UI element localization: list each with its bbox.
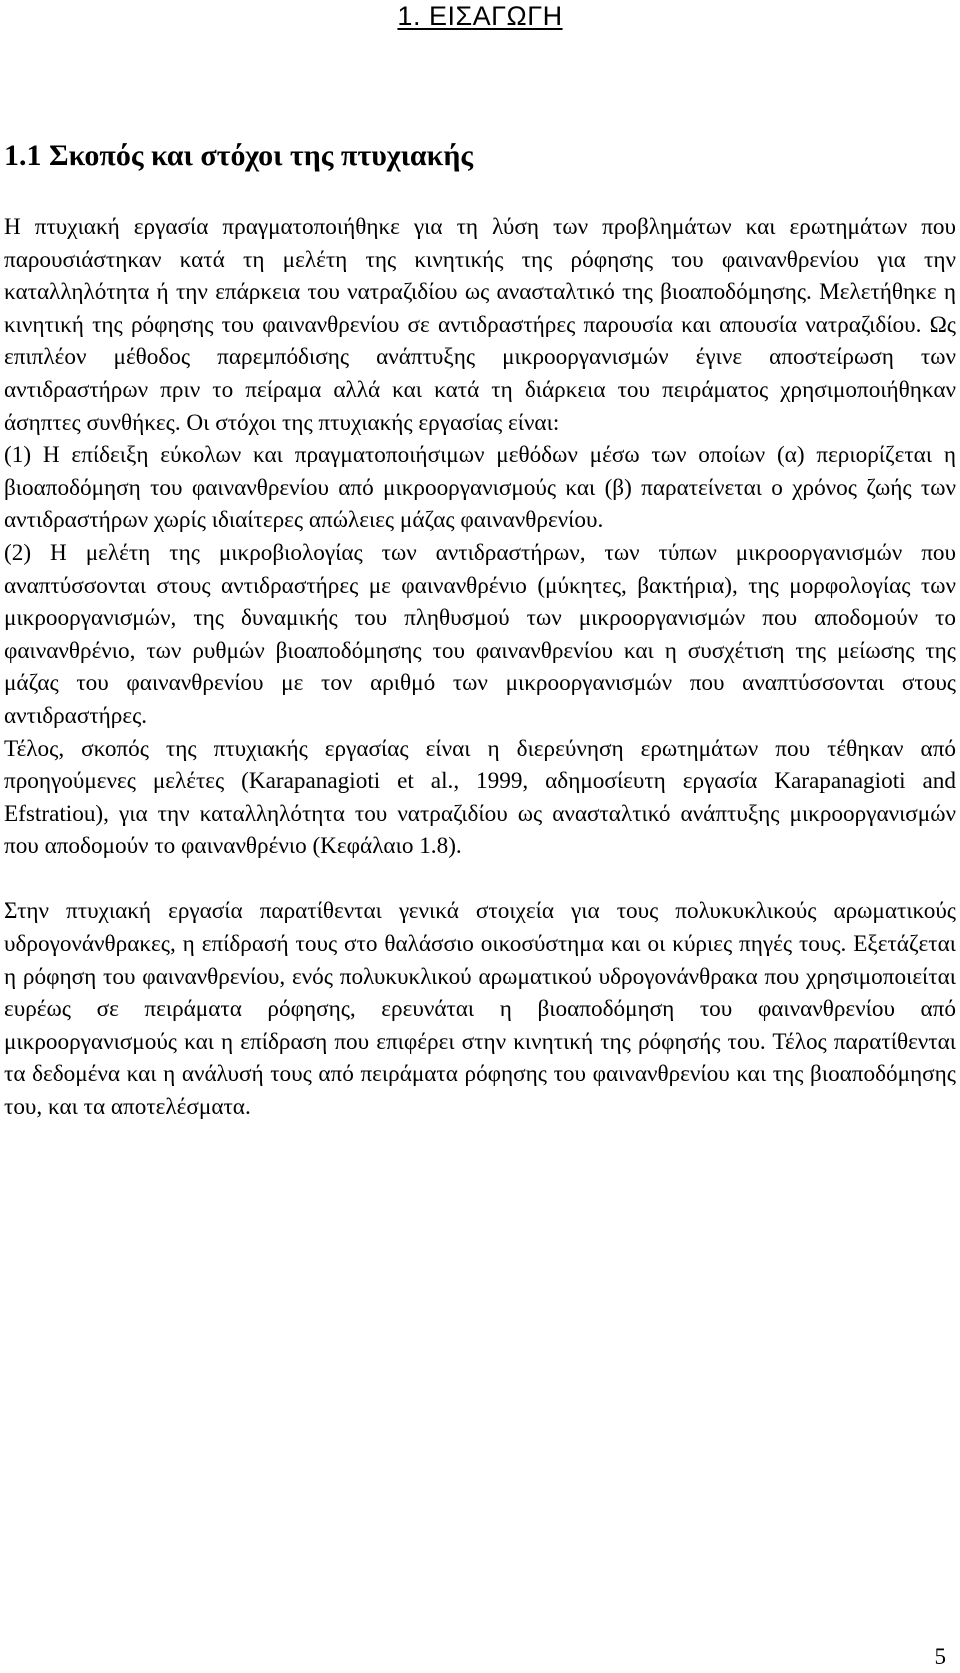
objective-1-paragraph: (1) Η επίδειξη εύκολων και πραγματοποιήσιμων μεθόδων μέσω των οποίων (α) περιορίζεται η βιοαποδόμηση του φαινανθρενίου από μικροοργανισμούς και (β) παρατείνεται ο χρόνος ζωής των αντιδραστήρων χωρίς ιδιαίτερες απώλειες μάζας φαινανθρενίου. <box>4 442 956 534</box>
page-number: 5 <box>934 1644 946 1669</box>
overview-paragraph: Στην πτυχιακή εργασία παρατίθενται γενικά στοιχεία για τους πολυκυκλικούς αρωματικούς υδρογονάνθρακες, η επίδρασή τους στο θαλάσσιο οικοσύστημα και οι κύριες πηγές τους. Εξετάζεται η ρόφηση του φαινανθρενίου, ενός πολυκυκλικού αρωματικού υδρογονάνθρακα που χρησιμοποιείται ευρέως σε πειράματα ρόφησης, ερευνάται η βιοαποδόμηση του φαινανθρενίου από μικροοργανισμούς και η επίδραση που επιφέρει στην κινητική της ρόφησής του. Τέλος παρατίθενται τα δεδομένα και η ανάλυσή τους από πειράματα ρόφησης του φαινανθρενίου και της βιοαποδόμησης του, και τα αποτελέσματα. <box>4 898 956 1121</box>
intro-paragraph: Η πτυχιακή εργασία πραγματοποιήθηκε για τη λύση των προβλημάτων και ερωτημάτων που παρουσιάστηκαν κατά τη μελέτη της κινητικής της ρόφησης του φαινανθρενίου για την καταλληλότητα ή την επάρκεια του νατραζιδίου ως ανασταλτικό της βιοαποδόμησης. Μελετήθηκε η κινητική της ρόφησης του φαινανθρενίου σε αντιδραστήρες παρουσία και απουσία νατραζιδίου. Ως επιπλέον μέθοδος παρεμπόδισης ανάπτυξης μικροοργανισμών έγινε αποστείρωση των αντιδραστήρων πριν το πείραμα αλλά και κατά τη διάρκεια του πειράματος χρησιμοποιήθηκαν άσηπτες συνθήκες. Οι στόχοι της πτυχιακής εργασίας είναι: <box>4 214 956 436</box>
document-body <box>4 211 956 1124</box>
final-aim-paragraph: Τέλος, σκοπός της πτυχιακής εργασίας είναι η διερεύνηση ερωτημάτων που τέθηκαν από προηγούμενες μελέτες (Karapanagioti et al., 1999, αδημοσίευτη εργασία Karapanagioti and Efstratiou), για την καταλληλότητα του νατραζιδίου ως ανασταλτικό ανάπτυξης μικροοργανισμών που αποδομούν το φαινανθρένιο (Κεφάλαιο 1.8). <box>4 735 956 860</box>
objective-2-paragraph: (2) Η μελέτη της μικροβιολογίας των αντιδραστήρων, των τύπων μικροοργανισμών που αναπτύσσονται στους αντιδραστήρες με φαινανθρένιο (μύκητες, βακτήρια), της μορφολογίας των μικροοργανισμών, της δυναμικής του πληθυσμού των μικροοργανισμών που αποδομούν το φαινανθρένιο, των ρυθμών βιοαποδόμησης του φαινανθρενίου και η συσχέτιση της μείωσης της μάζας του φαινανθρενίου με τον αριθμό των μικροοργανισμών που αναπτύσσονται στους αντιδραστήρες. <box>4 539 956 729</box>
section-heading: 1.1 Σκοπός και στόχοι της πτυχιακής <box>4 139 474 172</box>
chapter-heading: 1. ΕΙΣΑΓΩΓΗ <box>397 1 563 31</box>
